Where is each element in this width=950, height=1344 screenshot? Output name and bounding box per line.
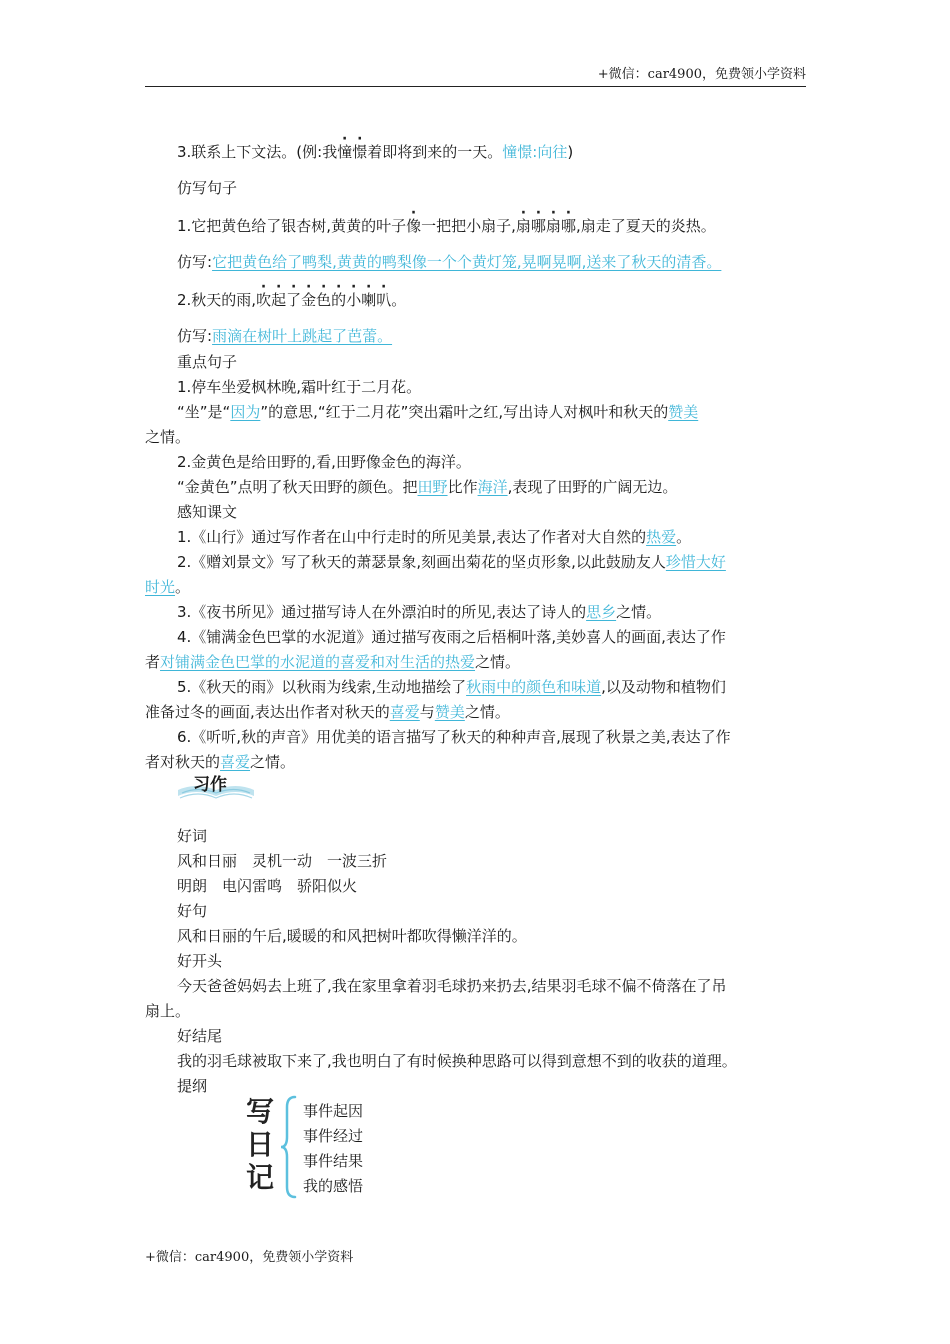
section-title-imitate: 仿写句子 bbox=[177, 179, 238, 197]
dotted-char: 憬 bbox=[352, 143, 368, 161]
good-opening-line-2: 扇上。 bbox=[145, 1002, 191, 1020]
text-summary-1: 1.《山行》通过写作者在山中行走时的所见美景,表达了作者对大自然的热爱。 bbox=[177, 528, 692, 546]
good-sentence: 风和日丽的午后,暖暖的和风把树叶都吹得懒洋洋的。 bbox=[177, 927, 527, 945]
outline-item: 我的感悟 bbox=[303, 1177, 364, 1195]
outline-items bbox=[303, 1099, 363, 1199]
key-explain-1-cont: 之情。 bbox=[145, 428, 191, 446]
text-summary-5: 5.《秋天的雨》以秋雨为线索,生动地描绘了秋雨中的颜色和味道,以及动物和植物们 bbox=[177, 678, 726, 696]
writing-section-banner bbox=[176, 768, 256, 802]
answer-text: 雨滴在树叶上跳起了芭蕾。 bbox=[212, 327, 393, 345]
writing-banner-title: 习作 bbox=[193, 775, 227, 795]
key-sentence-1: 1.停车坐爱枫林晚,霜叶红于二月花。 bbox=[177, 378, 422, 396]
footer-text: +微信：car4900，免费领小学资料 bbox=[145, 1250, 354, 1265]
outline-title: 提纲 bbox=[177, 1077, 208, 1095]
good-opening-line-1: 今天爸爸妈妈去上班了,我在家里拿着羽毛球扔来扔去,结果羽毛球不偏不倚落在了吊 bbox=[177, 977, 727, 995]
text-summary-4: 4.《铺满金色巴掌的水泥道》通过描写夜雨之后梧桐叶落,美妙喜人的画面,表达了作 bbox=[177, 628, 726, 646]
good-words-line-2: 明朗 电闪雷鸣 骄阳似火 bbox=[177, 877, 358, 895]
text-summary-3: 3.《夜书所见》通过描写诗人在外漂泊时的所见,表达了诗人的思乡之情。 bbox=[177, 603, 662, 621]
outline-item: 事件结果 bbox=[303, 1152, 364, 1170]
text-summary-5-cont: 准备过冬的画面,表达出作者对秋天的喜爱与赞美之情。 bbox=[145, 703, 510, 721]
good-sentence-title: 好句 bbox=[177, 902, 208, 920]
dotted-char: 憧 bbox=[337, 143, 353, 161]
key-explain-1: “坐”是“因为”的意思,“红于二月花”突出霜叶之红,写出诗人对枫叶和秋天的赞美 bbox=[177, 403, 699, 421]
imitate-sentence-1: 1.它把黄色给了银杏树,黄黄的叶子像一把把小扇子,扇哪扇哪,扇走了夏天的炎热。 bbox=[177, 217, 716, 235]
imitate-answer-1: 仿写:它把黄色给了鸭梨,黄黄的鸭梨像一个个黄灯笼,晃啊晃啊,送来了秋天的清香。 bbox=[177, 253, 722, 271]
answer-text: 憧憬:向往 bbox=[502, 143, 568, 161]
answer-text: 它把黄色给了鸭梨,黄黄的鸭梨像一个个黄灯笼,晃啊晃啊,送来了秋天的清香。 bbox=[212, 253, 722, 271]
text-summary-2: 2.《赠刘景文》写了秋天的萧瑟景象,刻画出菊花的坚贞形象,以此鼓励友人珍惜大好 bbox=[177, 553, 726, 571]
page-header bbox=[145, 66, 806, 87]
section-title-texts: 感知课文 bbox=[177, 503, 238, 521]
text-summary-6-cont: 者对秋天的喜爱之情。 bbox=[145, 753, 296, 771]
good-opening-title: 好开头 bbox=[177, 952, 223, 970]
text-summary-2-cont: 时光。 bbox=[145, 578, 191, 596]
good-ending: 我的羽毛球被取下来了,我也明白了有时候换种思路可以得到意想不到的收获的道理。 bbox=[177, 1052, 737, 1070]
method-3-line: 3.联系上下文法。(例:我憧憬着即将到来的一天。憧憬:向往) bbox=[177, 143, 574, 161]
imitate-sentence-2: 2.秋天的雨,吹起了金色的小喇叭。 bbox=[177, 291, 407, 309]
text-summary-6: 6.《听听,秋的声音》用优美的语言描写了秋天的种种声音,展现了秋景之美,表达了作 bbox=[177, 728, 731, 746]
good-words-title: 好词 bbox=[177, 827, 208, 845]
key-sentence-2: 2.金黄色是给田野的,看,田野像金色的海洋。 bbox=[177, 453, 471, 471]
good-ending-title: 好结尾 bbox=[177, 1027, 223, 1045]
imitate-answer-2: 仿写:雨滴在树叶上跳起了芭蕾。 bbox=[177, 327, 393, 345]
good-words-line-1: 风和日丽 灵机一动 一波三折 bbox=[177, 852, 388, 870]
outline-item: 事件经过 bbox=[303, 1127, 364, 1145]
brace-icon bbox=[279, 1095, 299, 1199]
outline-heading: 写 日 记 bbox=[245, 1095, 274, 1194]
section-title-key: 重点句子 bbox=[177, 353, 238, 371]
header-text: +微信：car4900，免费领小学资料 bbox=[597, 67, 806, 82]
key-explain-2: “金黄色”点明了秋天田野的颜色。把田野比作海洋,表现了田野的广阔无边。 bbox=[177, 478, 678, 496]
outline-item: 事件起因 bbox=[303, 1102, 364, 1120]
text-summary-4-cont: 者对铺满金色巴掌的水泥道的喜爱和对生活的热爱之情。 bbox=[145, 653, 521, 671]
page-footer bbox=[145, 1246, 353, 1265]
